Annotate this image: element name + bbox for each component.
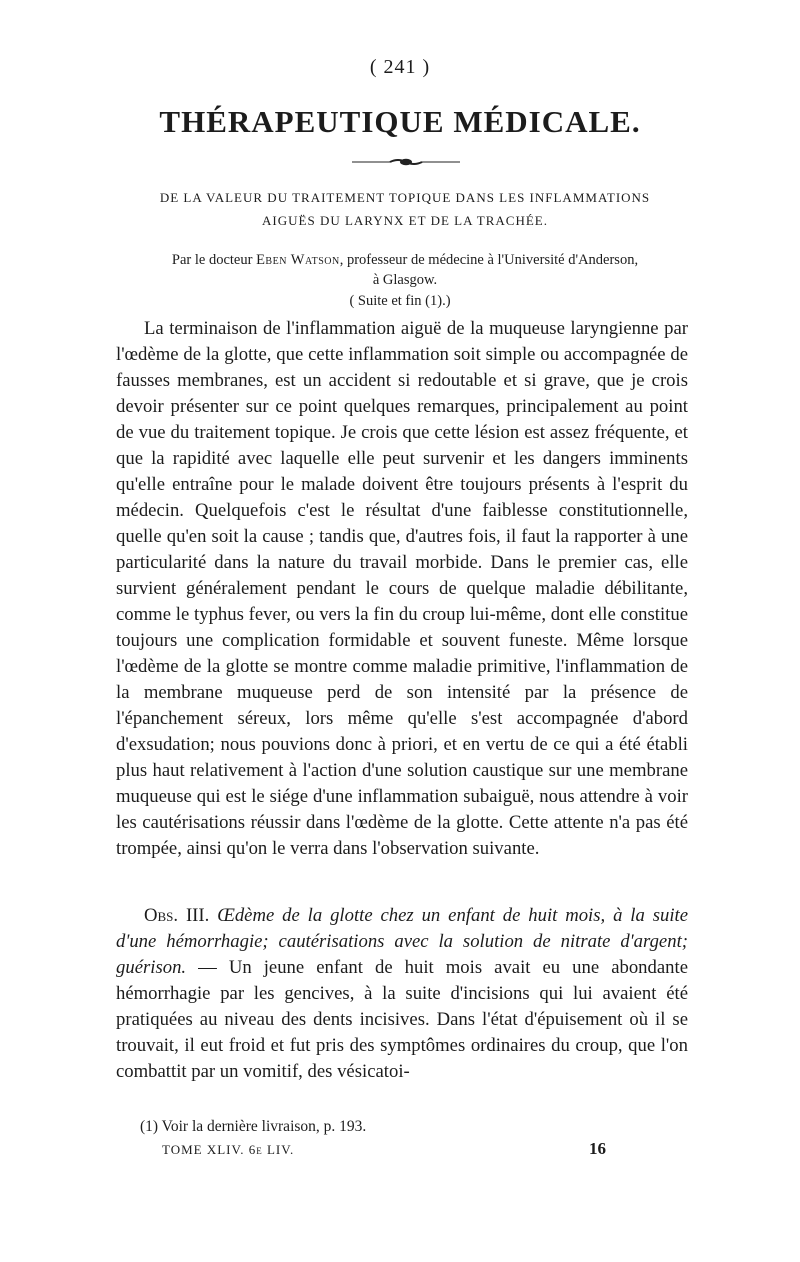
- observation-label: Obs. III.: [144, 905, 210, 926]
- paragraph-2: [116, 903, 688, 1085]
- continued-note: ( Suite et fin (1).): [349, 293, 451, 309]
- byline-prefix: Par le docteur: [171, 252, 257, 268]
- article-title-line2: AIGUËS DU LARYNX ET DE LA TRACHÉE.: [262, 213, 548, 228]
- byline-suffix: , professeur de médecine à l'Université d'Anderson,: [339, 252, 639, 268]
- page-number: ( 241 ): [369, 56, 431, 78]
- signature-mark: TOME XLIV. 6e LIV.: [162, 1142, 295, 1157]
- section-title: THÉRAPEUTIQUE MÉDICALE.: [159, 104, 641, 139]
- ornament-divider: [352, 157, 460, 167]
- signature-number: 16: [589, 1139, 606, 1158]
- byline-author: Eben Watson: [256, 252, 340, 268]
- byline-line2: à Glasgow.: [372, 272, 438, 288]
- observation-body: — Un jeune enfant de huit mois avait eu une abondante hémorrhagie par les gencives, à la suite d'incisions qui lui avaient été pratiquées au niveau des dents incisives. Dans l'état d'épuisement où il se trouvait, il eut froid et fut pris des symptômes ordinaires du croup, que l'on combattit par un vomitif, des vésicatoi-: [116, 957, 688, 1082]
- paragraph-1: La terminaison de l'inflammation aiguë de la muqueuse laryngienne par l'œdème de la glotte, que cette inflammation soit simple ou accompagnée de fausses membranes, est un accident si redoutable et si grave, que je crois devoir présenter sur ce point quelques remarques, principalement au point de vue du traitement topique. Je crois que cette lésion est assez fréquente, et que la rapidité avec laquelle elle peut survenir et les dangers imminents qu'elle entraîne pour le malade doivent être toujours présents à l'esprit du médecin. Quelquefois c'est le résultat d'une faiblesse constitutionnelle, quelle qu'en soit la cause ; tandis que, d'autres fois, il faut la rapporter à une particularité dans la nature du travail morbide. Dans le premier cas, elle survient généralement pendant le cours de quelque maladie débilitante, comme le typhus fever, ou vers la fin du croup lui-même, dont elle constitue toujours une complication formidable et souvent funeste. Même lorsque l'œdème de la glotte se montre comme maladie primitive, l'inflammation de la membrane muqueuse perd de son intensité par la présence de l'épanchement séreux, lors même qu'elle s'est accompagnée d'abord d'exsudation; nous pouvions donc à priori, et en vertu de ce qui a été établi plus haut relativement à l'action d'une solution caustique sur une membrane muqueuse qui est le siége d'une inflammation subaiguë, nous attendre à voir les cautérisations réussir dans l'œdème de la glotte. Cette attente n'a pas été trompée, ainsi qu'on le verra dans l'observation suivante.: [116, 318, 688, 859]
- observation-title: Œdème de la glotte chez un enfant de huit mois, à la suite d'une hémorrhagie; cautérisations avec la solution de nitrate d'argent; guérison.: [116, 905, 689, 978]
- article-title-line1: DE LA VALEUR DU TRAITEMENT TOPIQUE DANS LES INFLAMMATIONS: [159, 190, 651, 205]
- article-title: [110, 186, 700, 232]
- footnote: (1) Voir la dernière livraison, p. 193.: [140, 1118, 367, 1135]
- byline: [110, 250, 700, 290]
